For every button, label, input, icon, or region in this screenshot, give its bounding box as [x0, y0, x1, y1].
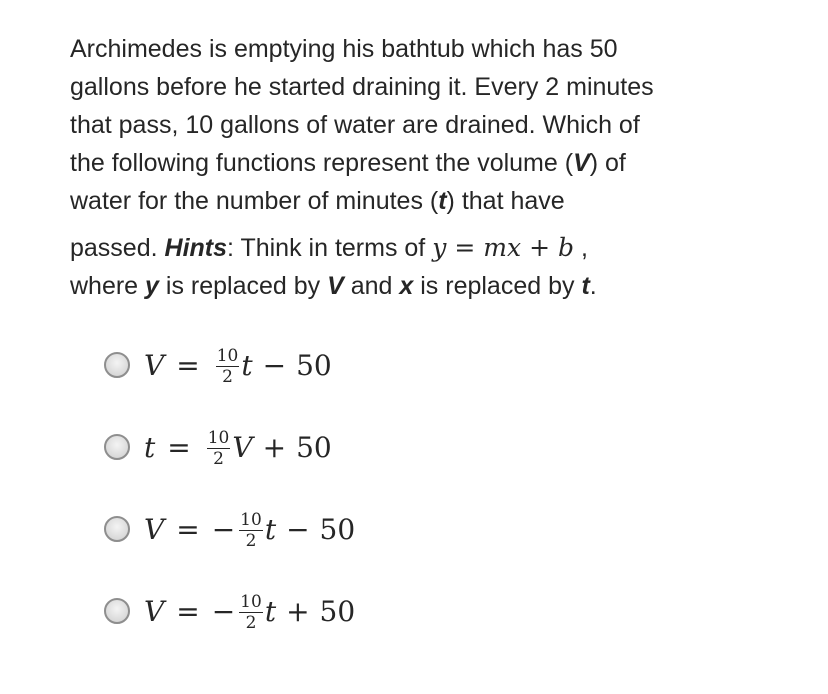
option-variable: t: [264, 512, 277, 546]
fraction-denominator: 2: [213, 449, 224, 469]
option-variable: t: [264, 594, 277, 628]
line7-y: y: [145, 272, 159, 300]
question-line-7: [70, 267, 770, 305]
time-variable: t: [438, 187, 447, 215]
answer-option-1[interactable]: [104, 340, 332, 390]
radio-button-icon[interactable]: [104, 598, 130, 624]
question-line-4-pre: the following functions represent the volume (: [70, 149, 574, 177]
formula-equals: =: [454, 233, 476, 262]
option-operator: +: [262, 430, 287, 464]
option-negative-sign: −: [211, 512, 236, 546]
formula-plus: +: [529, 233, 551, 262]
option-relation: =: [176, 594, 200, 628]
option-lhs: V: [144, 348, 165, 382]
line7-t: t: [581, 272, 590, 300]
question-text: [70, 30, 770, 305]
question-line-1: Archimedes is emptying his bathtub which has 50: [70, 35, 618, 63]
option-fraction: [239, 594, 263, 632]
option-4-formula: [144, 592, 356, 633]
option-lhs: t: [144, 430, 156, 464]
question-line-3: that pass, 10 gallons of water are drained. Which of: [70, 111, 640, 139]
option-constant: 50: [296, 348, 332, 382]
formula-y: y: [432, 233, 447, 262]
formula-mx: mx: [483, 233, 522, 262]
fraction-denominator: 2: [245, 613, 257, 633]
option-3-formula: [144, 510, 356, 551]
option-relation: =: [167, 430, 191, 464]
question-line-5-pre: water for the number of minutes (: [70, 187, 439, 215]
option-lhs: V: [144, 512, 165, 546]
question-line-6-post: ,: [574, 234, 588, 262]
fraction-numerator: 10: [207, 428, 230, 448]
question-line-6-mid: : Think in terms of: [227, 234, 433, 262]
option-constant: 50: [319, 512, 356, 546]
question-line-6: [70, 229, 770, 267]
line7-text-a: where: [70, 272, 146, 300]
question-line-4: [70, 144, 770, 182]
option-constant: 50: [319, 594, 356, 628]
fraction-denominator: 2: [222, 367, 233, 387]
option-operator: +: [286, 594, 310, 628]
radio-button-icon[interactable]: [104, 352, 130, 378]
option-negative-sign: −: [211, 594, 236, 628]
answer-option-3[interactable]: [104, 504, 355, 554]
option-constant: 50: [296, 430, 332, 464]
line7-V: V: [327, 272, 344, 300]
option-operator: −: [286, 512, 310, 546]
radio-button-icon[interactable]: [104, 516, 130, 542]
option-1-formula: [144, 346, 332, 387]
line7-text-c: and: [343, 272, 400, 300]
fraction-numerator: 10: [216, 346, 239, 366]
question-line-2: gallons before he started draining it. Every 2 minutes: [70, 73, 654, 101]
option-fraction: [216, 348, 240, 386]
option-variable: V: [232, 430, 253, 464]
option-relation: =: [176, 348, 200, 382]
option-variable: t: [241, 348, 253, 382]
line7-text-d: is replaced by: [413, 272, 582, 300]
hints-label: Hints: [164, 234, 228, 262]
option-operator: −: [262, 348, 287, 382]
answer-option-2[interactable]: [104, 422, 332, 472]
volume-variable: V: [573, 149, 590, 177]
fraction-numerator: 10: [240, 592, 262, 612]
option-relation: =: [176, 512, 200, 546]
option-fraction: [207, 430, 231, 468]
fraction-numerator: 10: [240, 510, 262, 530]
fraction-denominator: 2: [245, 531, 257, 551]
option-2-formula: [144, 428, 332, 469]
question-line-5: [70, 182, 770, 220]
option-lhs: V: [144, 594, 165, 628]
slope-intercept-formula: [432, 233, 574, 262]
question-line-4-post: ) of: [589, 149, 626, 177]
line7-text-b: is replaced by: [158, 272, 328, 300]
question-line-5-post: ) that have: [446, 187, 565, 215]
line7-x: x: [399, 272, 414, 300]
option-fraction: [239, 512, 263, 550]
formula-b: b: [558, 233, 575, 262]
question-line-6-pre: passed.: [70, 234, 165, 262]
radio-button-icon[interactable]: [104, 434, 130, 460]
line7-text-e: .: [589, 272, 597, 300]
answer-option-4[interactable]: [104, 586, 355, 636]
